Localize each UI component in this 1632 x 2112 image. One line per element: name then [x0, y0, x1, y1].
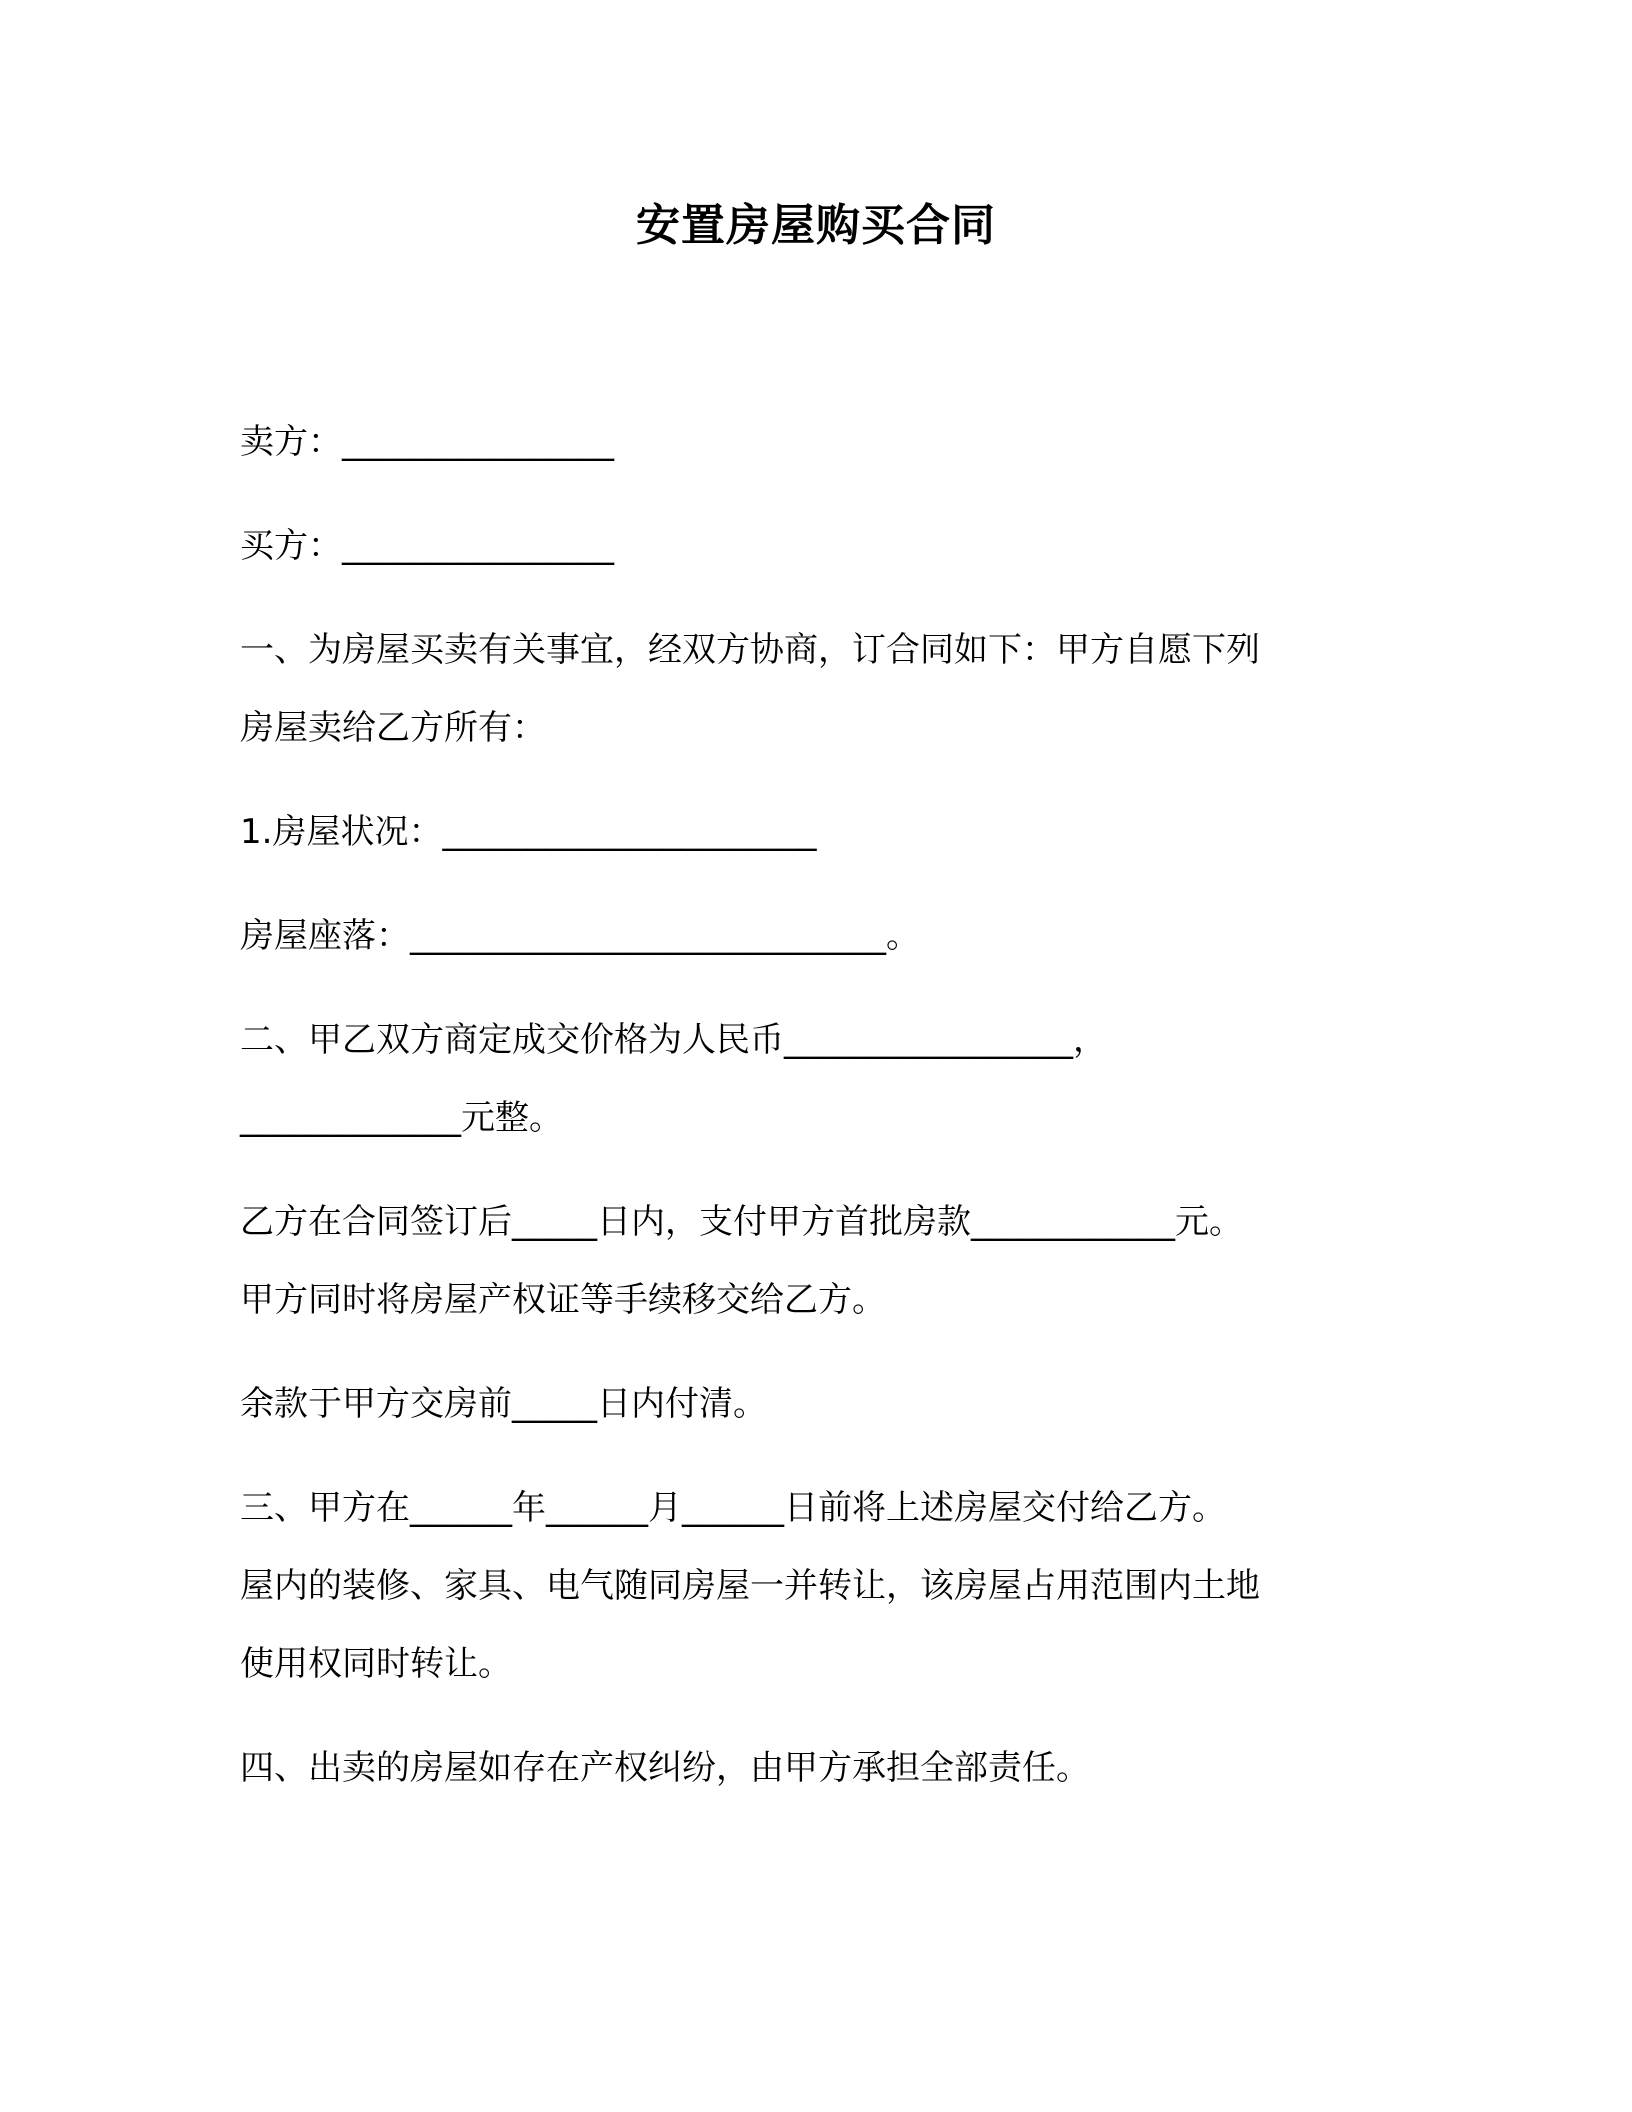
house-status-line: 1.房屋状况：______________________	[240, 812, 817, 852]
clause-3-line-2: 屋内的装修、家具、电气随同房屋一并转让，该房屋占用范围内土地	[240, 1566, 1260, 1606]
first-payment-line-1: 乙方在合同签订后_____日内，支付甲方首批房款____________元。	[240, 1202, 1243, 1242]
clause-2-line-2: _____________元整。	[240, 1098, 563, 1138]
house-location-line: 房屋座落：____________________________。	[240, 916, 920, 956]
clause-3-line-1: 三、甲方在______年______月______日前将上述房屋交付给乙方。	[240, 1488, 1226, 1528]
buyer-line: 买方：________________	[240, 526, 614, 566]
clause-3-line-3: 使用权同时转让。	[240, 1644, 512, 1684]
clause-2-line-1: 二、甲乙双方商定成交价格为人民币_________________，	[240, 1020, 1107, 1060]
document-title: 安置房屋购买合同	[636, 200, 996, 251]
clause-4-line: 四、出卖的房屋如存在产权纠纷，由甲方承担全部责任。	[240, 1748, 1090, 1788]
clause-1-line-2: 房屋卖给乙方所有：	[240, 708, 546, 748]
clause-1-line-1: 一、为房屋买卖有关事宜，经双方协商，订合同如下：甲方自愿下列	[240, 630, 1260, 670]
balance-payment-line: 余款于甲方交房前_____日内付清。	[240, 1384, 767, 1424]
seller-line: 卖方：________________	[240, 422, 614, 462]
first-payment-line-2: 甲方同时将房屋产权证等手续移交给乙方。	[240, 1280, 886, 1320]
